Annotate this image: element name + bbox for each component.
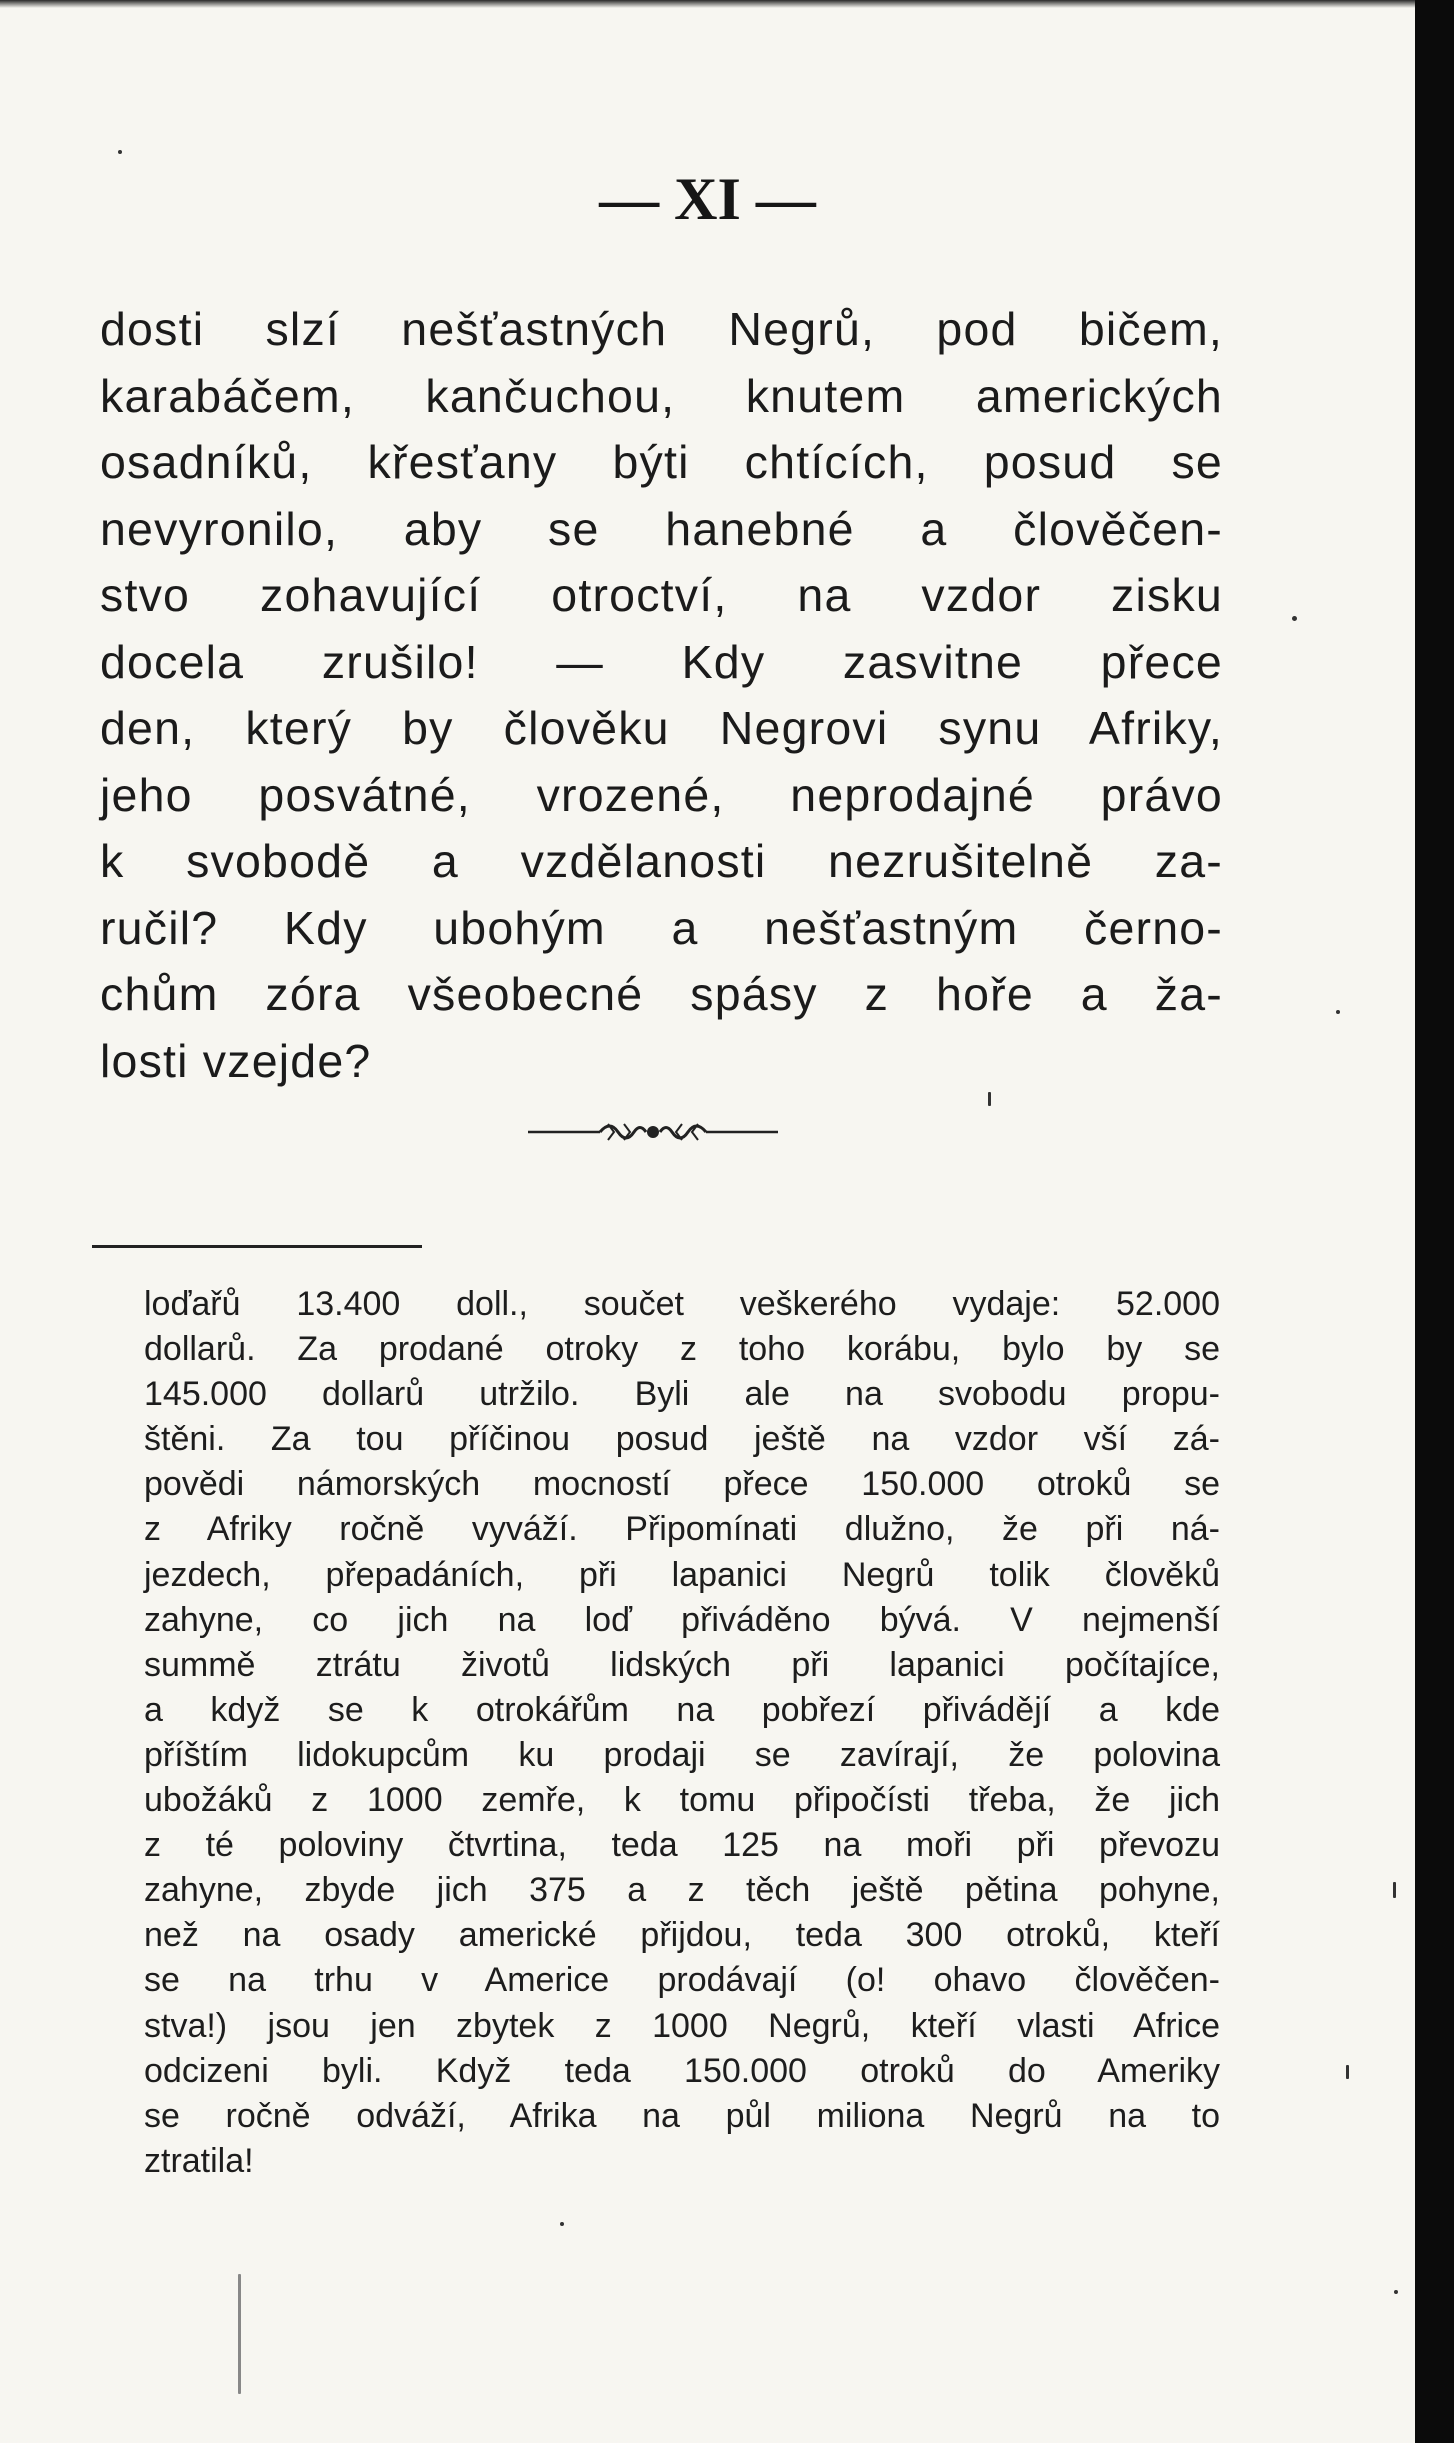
footnote-block xyxy=(144,1282,1220,2184)
main-text-line: nevyronilo, aby se hanebné a člověčen- xyxy=(100,502,1223,555)
main-text-line: docela zrušilo! — Kdy zasvitne přece xyxy=(100,635,1223,688)
footnote-line: z té poloviny čtvrtina, teda 125 na moři při převozu xyxy=(144,1826,1220,1865)
footnote-line: summě ztrátu životů lidských při lapanici počítajíce, xyxy=(144,1645,1220,1684)
main-text-line: stvo zohavující otroctví, na vzdor zisku xyxy=(100,569,1223,621)
footnote-separator xyxy=(92,1245,422,1248)
footnote-line: a když se k otrokářům na pobřezí přivádějí a kde xyxy=(144,1690,1220,1729)
main-text-line: osadníků, křesťany býti chtících, posud se xyxy=(100,436,1223,488)
main-text-block xyxy=(100,296,1223,1094)
footnote-line: štěni. Za tou příčinou posud ještě na vzdor vší zá- xyxy=(144,1420,1220,1459)
footnote-line: odcizeni byli. Když teda 150.000 otroků do Ameriky xyxy=(144,2051,1220,2090)
footnote-line: povědi námorských mocností přece 150.000 otroků se xyxy=(144,1465,1220,1504)
page-number-header: — XI — xyxy=(599,166,816,232)
footnote-line: loďařů 13.400 doll., součet veškerého vydaje: 52.000 xyxy=(144,1285,1220,1323)
footnote-line: z Afriky ročně vyváží. Připomínati dlužno, že při ná- xyxy=(144,1510,1220,1549)
main-text-line: karabáčem, kančuchou, knutem amerických xyxy=(100,369,1223,422)
footnote-line: zahyne, zbyde jich 375 a z těch ještě pětina pohyne, xyxy=(144,1871,1220,1910)
main-text-line: chům zóra všeobecné spásy z hoře a ža- xyxy=(100,968,1223,1020)
footnote-line: se na trhu v Americe prodávají (o! ohavo člověčen- xyxy=(144,1961,1220,2000)
footnote-line: dollarů. Za prodané otroky z toho korábu, bylo by se xyxy=(144,1330,1220,1369)
main-text-line: jeho posvátné, vrozené, neprodajné právo xyxy=(100,768,1223,821)
footnote-line: příštím lidokupcům ku prodaji se zavírají, že polovina xyxy=(144,1735,1220,1774)
scan-border-right xyxy=(1415,0,1454,2443)
footnote-line: zahyne, co jich na loď přiváděno bývá. V nejmenší xyxy=(144,1600,1220,1639)
main-text-line: ručil? Kdy ubohým a nešťastným černo- xyxy=(100,901,1223,954)
main-text-line: dosti slzí nešťastných Negrů, pod bičem, xyxy=(100,303,1223,355)
footnote-line: stva!) jsou jen zbytek z 1000 Negrů, kteří vlasti Africe xyxy=(144,2006,1220,2045)
footnote-line: se ročně odváží, Afrika na půl miliona Negrů na to xyxy=(144,2096,1220,2135)
page-top-shadow xyxy=(0,0,1415,8)
footnote-line: 145.000 dollarů utržilo. Byli ale na svobodu propu- xyxy=(144,1375,1220,1414)
footnote-line: ztratila! xyxy=(144,2141,254,2180)
ornament-divider-icon xyxy=(528,1112,778,1152)
main-text-line: k svobodě a vzdělanosti nezrušitelně za- xyxy=(100,835,1223,887)
main-text-line: losti vzejde? xyxy=(100,1034,372,1087)
footnote-line: jezdech, přepadáních, při lapanici Negrů tolik člověků xyxy=(144,1555,1220,1594)
footnote-line: ubožáků z 1000 zemře, k tomu připočísti třeba, že jich xyxy=(144,1781,1220,1820)
footnote-line: než na osady americké přijdou, teda 300 otroků, kteří xyxy=(144,1916,1220,1955)
main-text-line: den, který by člověku Negrovi synu Afriky, xyxy=(100,702,1223,754)
